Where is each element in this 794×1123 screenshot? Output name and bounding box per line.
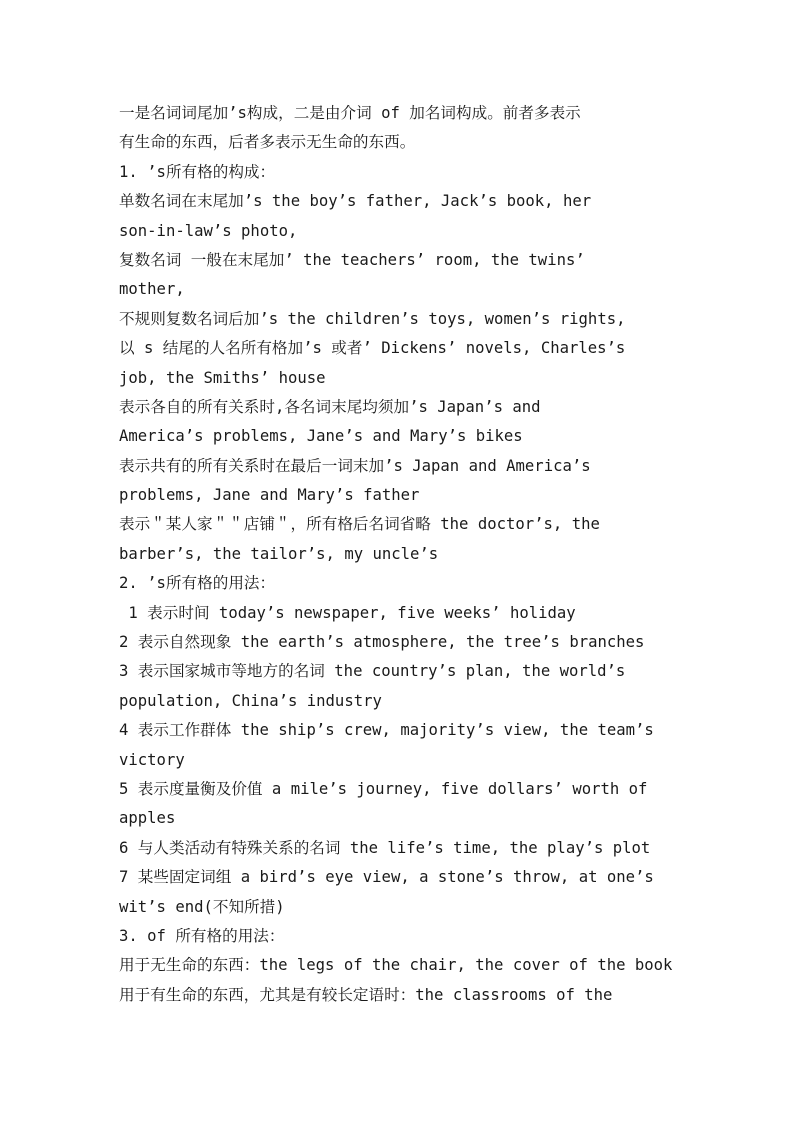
text-line: job, the Smiths’ house bbox=[119, 368, 326, 387]
text-line: 不规则复数名词后加’s the children’s toys, women’s rights, bbox=[119, 309, 626, 328]
text-line: apples bbox=[119, 809, 176, 828]
text-line: 用于有生命的东西，尤其是有较长定语时：the classrooms of the bbox=[119, 985, 613, 1004]
text-line: 用于无生命的东西：the legs of the chair, the cover of the book bbox=[119, 956, 673, 975]
text-line: population, China’s industry bbox=[119, 691, 382, 710]
section-heading: 1. ’s所有格的构成： bbox=[119, 162, 276, 181]
text-line: victory bbox=[119, 750, 185, 769]
text-line: mother, bbox=[119, 280, 185, 299]
text-line: 有生命的东西，后者多表示无生命的东西。 bbox=[119, 133, 416, 152]
list-item: 6 与人类活动有特殊关系的名词 the life’s time, the play’s plot bbox=[119, 838, 651, 857]
text-line: problems, Jane and Mary’s father bbox=[119, 486, 420, 505]
text-line: 表示共有的所有关系时在最后一词末加’s Japan and America’s bbox=[119, 456, 591, 475]
list-item: 4 表示工作群体 the ship’s crew, majority’s view, the team’s bbox=[119, 721, 654, 740]
text-line: 以 s 结尾的人名所有格加’s 或者’ Dickens’ novels, Charles’s bbox=[119, 339, 626, 358]
text-line: barber’s, the tailor’s, my uncle’s bbox=[119, 544, 439, 563]
list-item: 3 表示国家城市等地方的名词 the country’s plan, the world’s bbox=[119, 662, 626, 681]
text-line: wit’s end(不知所措) bbox=[119, 897, 285, 916]
text-line: 复数名词 一般在末尾加’ the teachers’ room, the twins’ bbox=[119, 250, 585, 269]
text-line: America’s problems, Jane’s and Mary’s bikes bbox=[119, 427, 523, 446]
text-line: son-in-law’s photo, bbox=[119, 221, 298, 240]
list-item: 7 某些固定词组 a bird’s eye view, a stone’s throw, at one’s bbox=[119, 868, 654, 887]
text-line: 表示各自的所有关系时,各名词末尾均须加’s Japan’s and bbox=[119, 397, 541, 416]
section-heading: 3. of 所有格的用法： bbox=[119, 926, 285, 945]
document-body bbox=[119, 99, 719, 1010]
list-item: 5 表示度量衡及价值 a mile’s journey, five dollars’ worth of bbox=[119, 779, 648, 798]
text-line: 表示＂某人家＂＂店铺＂，所有格后名词省略 the doctor’s, the bbox=[119, 515, 600, 534]
section-heading: 2. ’s所有格的用法： bbox=[119, 574, 276, 593]
text-line: 一是名词词尾加’s构成，二是由介词 of 加名词构成。前者多表示 bbox=[119, 104, 581, 122]
text-line: 单数名词在末尾加’s the boy’s father, Jack’s book, her bbox=[119, 192, 592, 211]
list-item: 2 表示自然现象 the earth’s atmosphere, the tree’s branches bbox=[119, 633, 645, 652]
list-item: 1 表示时间 today’s newspaper, five weeks’ holiday bbox=[119, 603, 576, 622]
